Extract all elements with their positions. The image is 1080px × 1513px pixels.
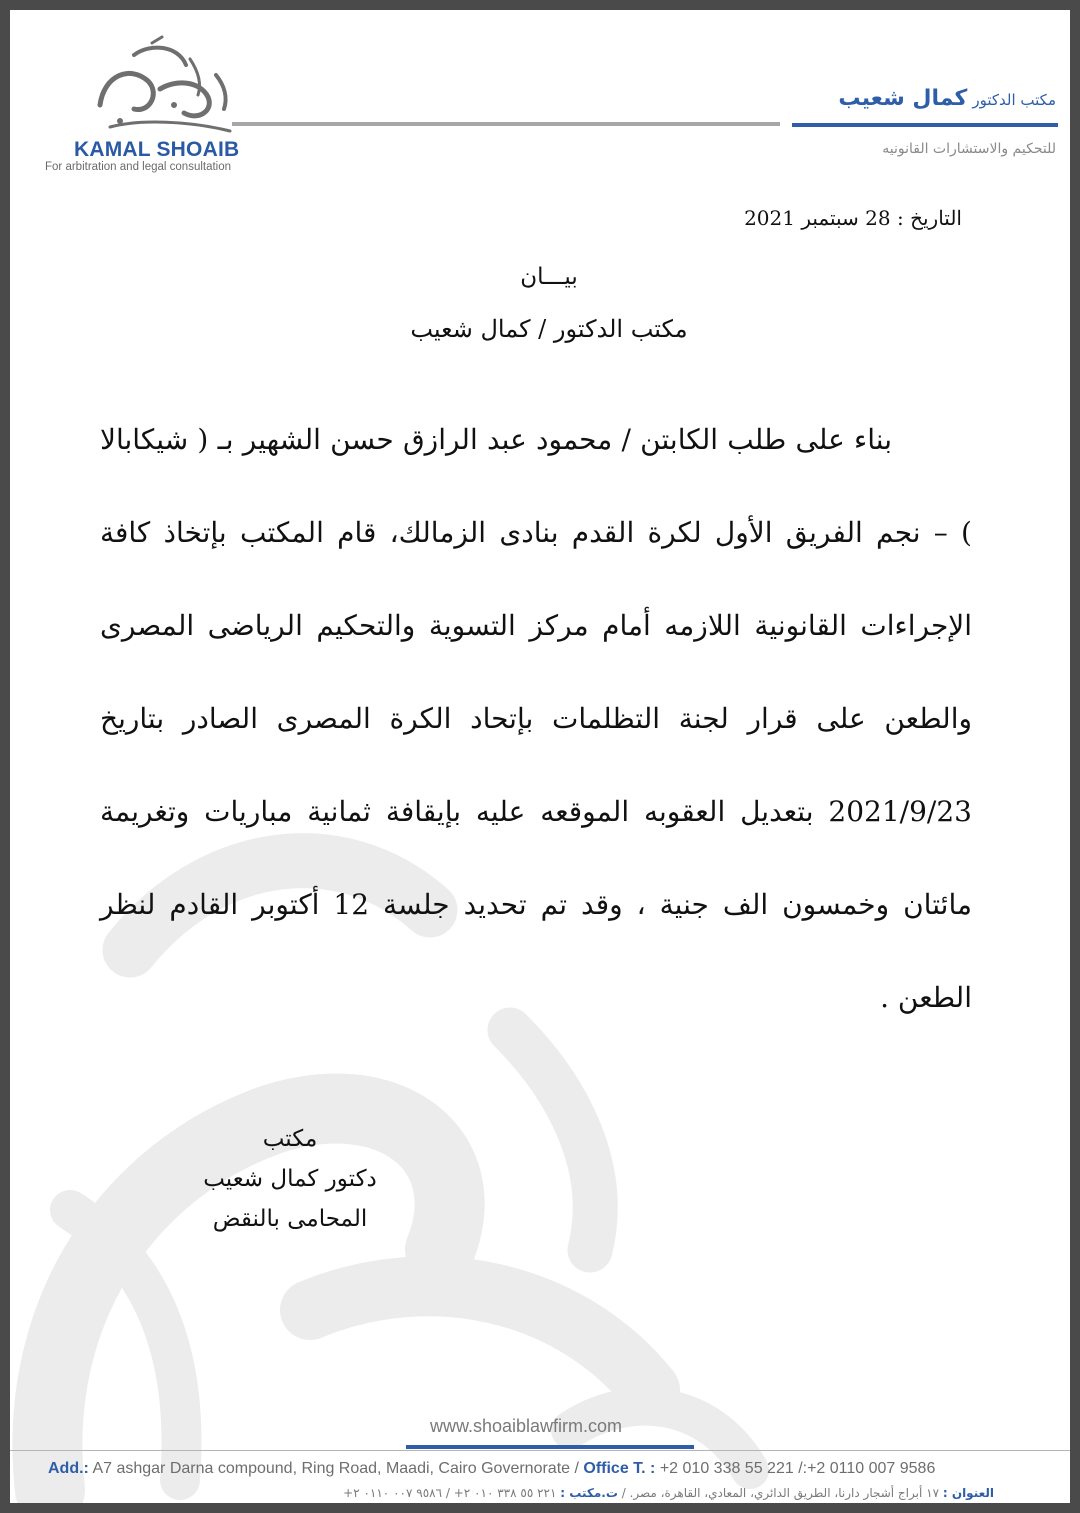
footer-divider-blue [406, 1445, 694, 1449]
footer-office-label-en: Office T. : [583, 1460, 656, 1477]
body-line-5: 2021/9/23 بتعديل العقوبه الموقعه عليه بإيقافة ثمانية مباريات وتغريمة [100, 795, 972, 828]
footer-address-label-en: Add.: [48, 1460, 89, 1477]
firm-name-prefix: مكتب الدكتور [972, 91, 1056, 109]
body-line-3: الإجراءات القانونية اللازمه أمام مركز التسوية والتحكيم الرياضى المصرى [100, 609, 972, 642]
header-divider-blue [792, 123, 1058, 127]
body-line-4: والطعن على قرار لجنة التظلمات بإتحاد الكرة المصرى الصادر بتاريخ [100, 702, 972, 735]
footer-address-label-ar: العنوان : [942, 1486, 994, 1500]
footer-office-label-ar: ت.مكتب : [560, 1486, 618, 1500]
signature-line-3: المحامى بالنقض [212, 1206, 368, 1232]
header-divider-gray [232, 122, 780, 126]
footer-website: www.shoaiblawfirm.com [430, 1416, 623, 1436]
logo-english-name: KAMAL SHOAIB [74, 138, 240, 161]
footer-divider-gray [10, 1450, 1070, 1451]
footer-phones-ar: ٢٢١ ٥٥ ٣٣٨ ٠١٠ ٢+ / ٩٥٨٦ ٠٠٧ ٠١١٠ ٢+ [343, 1486, 561, 1500]
signature-line-2: دكتور كمال شعيب [203, 1166, 377, 1192]
body-line-1: بناء على طلب الكابتن / محمود عبد الرازق حسن الشهير بـ ( شيكابالا [100, 423, 892, 456]
signature-line-1: مكتب [262, 1126, 318, 1152]
kamal-shoaib-logo-icon [90, 35, 240, 145]
footer-phones-en: +2 010 338 55 221 /:+2 0110 007 9586 [655, 1460, 936, 1477]
footer-address-ar: ١٧ أبراج أشجار دارنا، الطريق الدائري، المعادي، القاهرة، مصر. / [617, 1486, 943, 1500]
footer-address-arabic [343, 1486, 994, 1500]
firm-name-main: كمال شعيب [838, 86, 968, 111]
statement-title: بيـــان [520, 264, 578, 290]
body-line-2: ) – نجم الفريق الأول لكرة القدم بنادى الزمالك، قام المكتب بإتخاذ كافة [100, 516, 972, 549]
logo-english-tagline: For arbitration and legal consultation [45, 161, 232, 173]
body-line-7: الطعن . [880, 981, 972, 1014]
firm-tagline-arabic: للتحكيم والاستشارات القانونيه [882, 141, 1056, 157]
letter-sheet [10, 10, 1070, 1503]
firm-name-arabic [838, 86, 1056, 111]
footer-address-english [48, 1460, 935, 1478]
footer-address-en: A7 ashgar Darna compound, Ring Road, Maadi, Cairo Governorate / [88, 1460, 584, 1477]
statement-subtitle: مكتب الدكتور / كمال شعيب [410, 315, 688, 343]
body-line-6: مائتان وخمسون الف جنية ، وقد تم تحديد جلسة 12 أكتوبر القادم لنظر [100, 888, 972, 921]
letter-date: التاريخ : 28 سبتمبر 2021 [744, 206, 962, 230]
